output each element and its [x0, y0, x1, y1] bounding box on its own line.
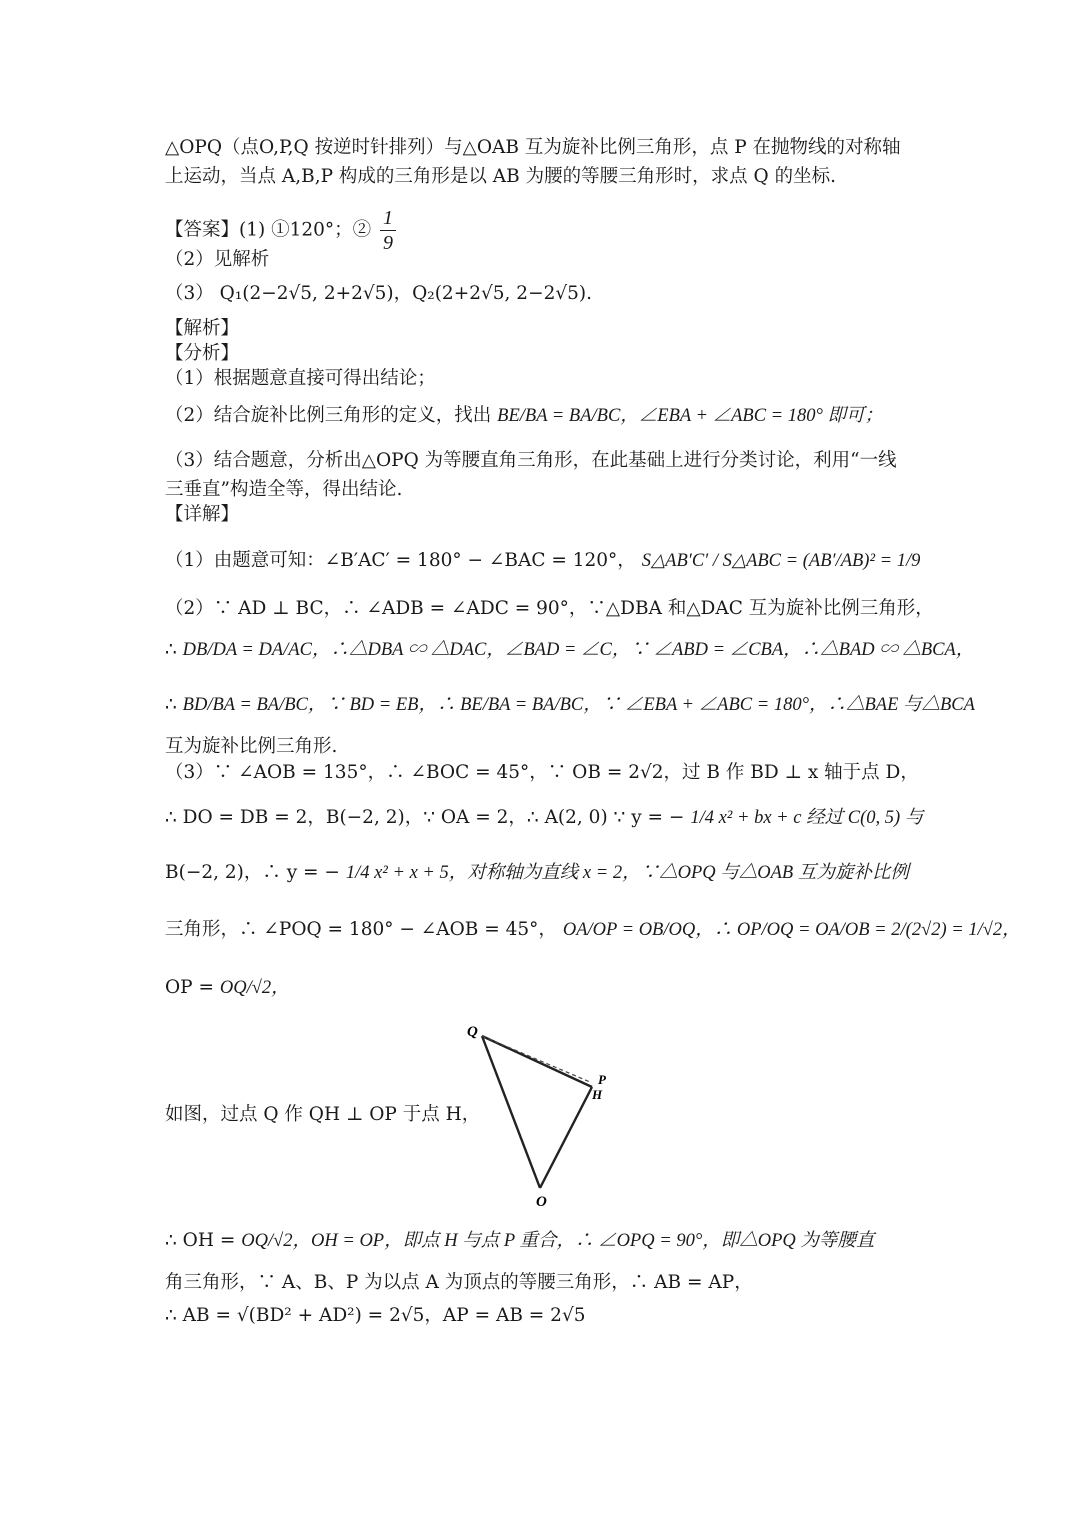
text-line: △OPQ（点O,P,Q 按逆时针排列）与△OAB 互为旋补比例三角形，点 P 在抛物线的对称轴 — [165, 137, 901, 158]
section-heading: 【详解】 — [165, 504, 240, 525]
text-line: （1）根据题意直接可得出结论； — [165, 368, 436, 389]
text-line: （2）结合旋补比例三角形的定义，找出 BE/BA = BA/BC，∠EBA + ∠ABC = 180° 即可； — [165, 405, 884, 426]
text-line: （2）∵ AD ⊥ BC，∴ ∠ADB = ∠ADC = 90°，∵△DBA 和△DAC 互为旋补比例三角形， — [165, 598, 934, 619]
label-o: O — [536, 1194, 547, 1210]
text-line: ∴ DB/DA = DA/AC，∴△DBA ∽ △DAC，∠BAD = ∠C，∵ ∠ABD = ∠CBA，∴△BAD ∽ △BCA， — [165, 639, 975, 660]
text-line: （3）∵ ∠AOB = 135°，∴ ∠BOC = 45°，∵ OB = 2√2，过 B 作 BD ⊥ x 轴于点 D， — [165, 762, 919, 783]
text-line: 上运动，当点 A,B,P 构成的三角形是以 AB 为腰的等腰三角形时，求点 Q 的坐标. — [165, 166, 836, 187]
text-line: ∴ AB = √(BD² + AD²) = 2√5，AP = AB = 2√5 — [165, 1305, 586, 1326]
label-h: H — [592, 1087, 603, 1102]
text-line: ∴ DO = DB = 2，B(−2, 2)，∵ OA = 2，∴ A(2, 0) ∵ y = − 1/4 x² + bx + c 经过 C(0, 5) 与 — [165, 807, 924, 828]
section-heading: 【分析】 — [165, 343, 240, 364]
text-line: 三角形，∴ ∠POQ = 180° − ∠AOB = 45°， OA/OP = OB/OQ，∴ OP/OQ = OA/OB = 2/(2√2) = 1/√2， — [165, 919, 1021, 940]
text-line: 角三角形，∵ A、B、P 为以点 A 为顶点的等腰三角形，∴ AB = AP， — [165, 1272, 753, 1293]
triangle-figure — [462, 1020, 622, 1215]
text-line: （3） Q₁(2−2√5, 2+2√5)，Q₂(2+2√5, 2−2√5). — [165, 283, 592, 304]
text-line: 如图，过点 Q 作 QH ⊥ OP 于点 H， — [165, 1104, 481, 1125]
text-line: （1）由题意可知：∠B′AC′ = 180° − ∠BAC = 120°， S△AB′C′ / S△ABC = (AB′/AB)² = 1/9 — [165, 550, 921, 571]
label-q: Q — [467, 1024, 478, 1040]
text-line: B(−2, 2)，∴ y = − 1/4 x² + x + 5，对称轴为直线 x = 2，∵△OPQ 与△OAB 互为旋补比例 — [165, 862, 909, 883]
section-heading: 【解析】 — [165, 318, 240, 339]
text-line: ∴ OH = OQ/√2，OH = OP，即点 H 与点 P 重合，∴ ∠OPQ = 90°，即△OPQ 为等腰直 — [165, 1230, 875, 1251]
label-p: P — [598, 1072, 606, 1087]
fraction: $\frac{1}{9}$ — [380, 206, 396, 255]
text-line: 三垂直”构造全等，得出结论. — [165, 479, 403, 500]
text-line: （2）见解析 — [165, 249, 270, 270]
text-line: OP = OQ/√2， — [165, 977, 290, 998]
answer-line: 【答案】(1) ①120°；② $\frac{1}{9}$ — [165, 206, 399, 255]
text-line: （3）结合题意，分析出△OPQ 为等腰直角三角形，在此基础上进行分类讨论，利用“一线 — [165, 450, 897, 471]
text-line: ∴ BD/BA = BA/BC，∵ BD = EB，∴ BE/BA = BA/BC，∵ ∠EBA + ∠ABC = 180°，∴△BAE 与△BCA — [165, 694, 975, 715]
text-line: 互为旋补比例三角形. — [165, 736, 338, 757]
